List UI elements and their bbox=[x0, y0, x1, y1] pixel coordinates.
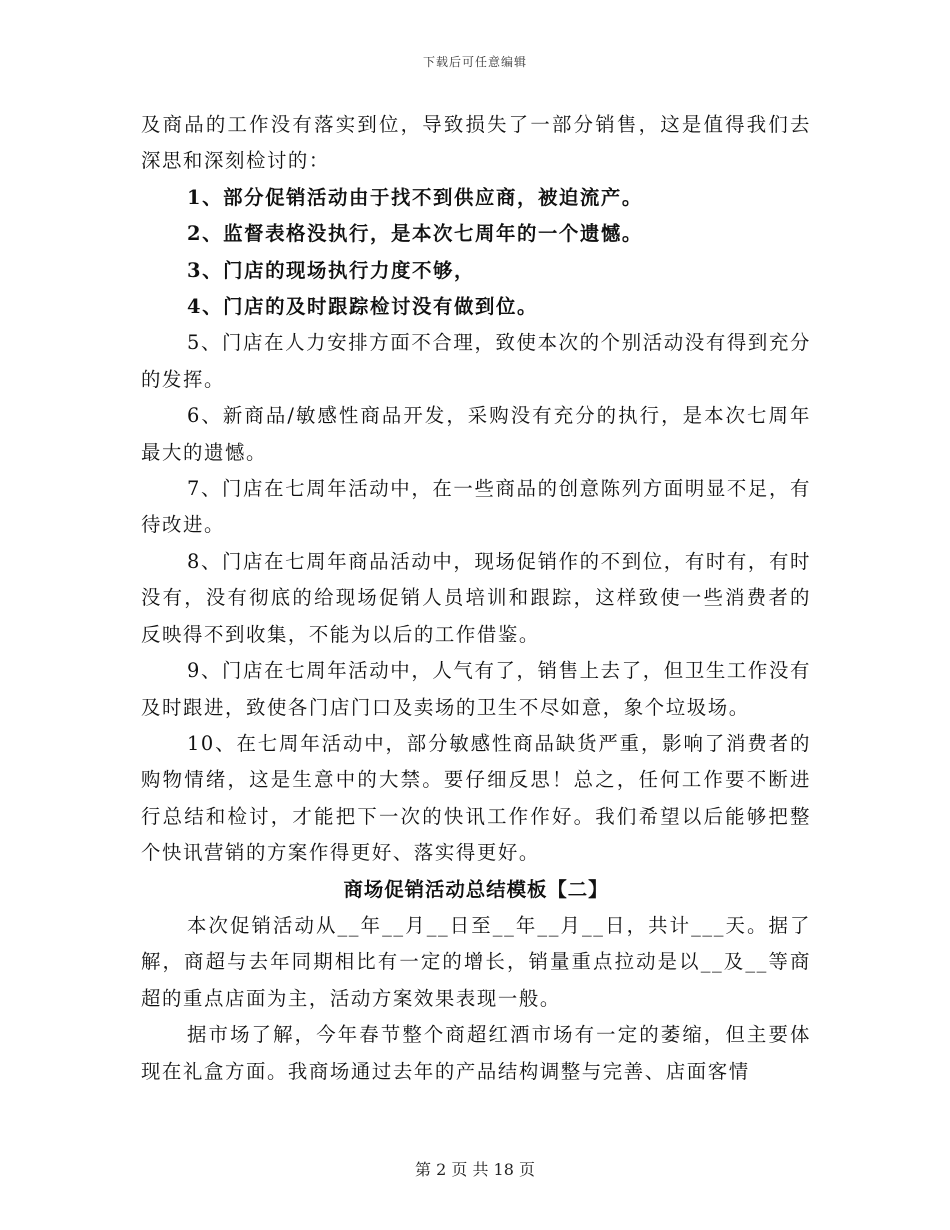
list-item: 7、门店在七周年活动中，在一些商品的创意陈列方面明显不足，有待改进。 bbox=[141, 477, 811, 537]
paragraph: 及商品的工作没有落实到位，导致损失了一部分销售，这是值得我们去深思和深刻检讨的： bbox=[141, 113, 811, 173]
list-item: 6、新商品/敏感性商品开发，采购没有充分的执行，是本次七周年最大的遗憾。 bbox=[141, 404, 811, 464]
list-item-bold: 2、监督表格没执行，是本次七周年的一个遗憾。 bbox=[187, 222, 643, 246]
paragraph: 本次促销活动从__年__月__日至__年__月__日，共计___天。据了解，商超与去年同期相比有一定的增长，销量重点拉动是以__及__等商超的重点店面为主，活动方案效果表现一般。 bbox=[141, 913, 811, 1010]
section-title: 商场促销活动总结模板【二】 bbox=[343, 877, 609, 901]
document-body bbox=[141, 107, 811, 1090]
page-header: 下载后可任意编辑 bbox=[422, 55, 527, 69]
list-item: 5、门店在人力安排方面不合理，致使本次的个别活动没有得到充分的发挥。 bbox=[141, 331, 811, 391]
page-footer: 第 2 页 共 18 页 bbox=[415, 1160, 535, 1179]
list-item-bold: 3、门店的现场执行力度不够， bbox=[187, 258, 475, 282]
list-item: 9、门店在七周年活动中，人气有了，销售上去了，但卫生工作没有及时跟进，致使各门店门口及卖场的卫生不尽如意，象个垃圾场。 bbox=[141, 659, 811, 719]
list-item: 10、在七周年活动中，部分敏感性商品缺货严重，影响了消费者的购物情绪，这是生意中的大禁。要仔细反思！总之，任何工作要不断进行总结和检讨，才能把下一次的快讯工作作好。我们希望以后能够把整个快讯营销的方案作得更好、落实得更好。 bbox=[141, 731, 811, 865]
list-item: 8、门店在七周年商品活动中，现场促销作的不到位，有时有，有时没有，没有彻底的给现场促销人员培训和跟踪，这样致使一些消费者的反映得不到收集，不能为以后的工作借鉴。 bbox=[141, 549, 811, 646]
list-item-bold: 1、部分促销活动由于找不到供应商，被迫流产。 bbox=[187, 185, 643, 209]
list-item-bold: 4、门店的及时跟踪检讨没有做到位。 bbox=[187, 295, 538, 319]
paragraph: 据市场了解，今年春节整个商超红酒市场有一定的萎缩，但主要体现在礼盒方面。我商场通过去年的产品结构调整与完善、店面客情 bbox=[141, 1023, 811, 1083]
